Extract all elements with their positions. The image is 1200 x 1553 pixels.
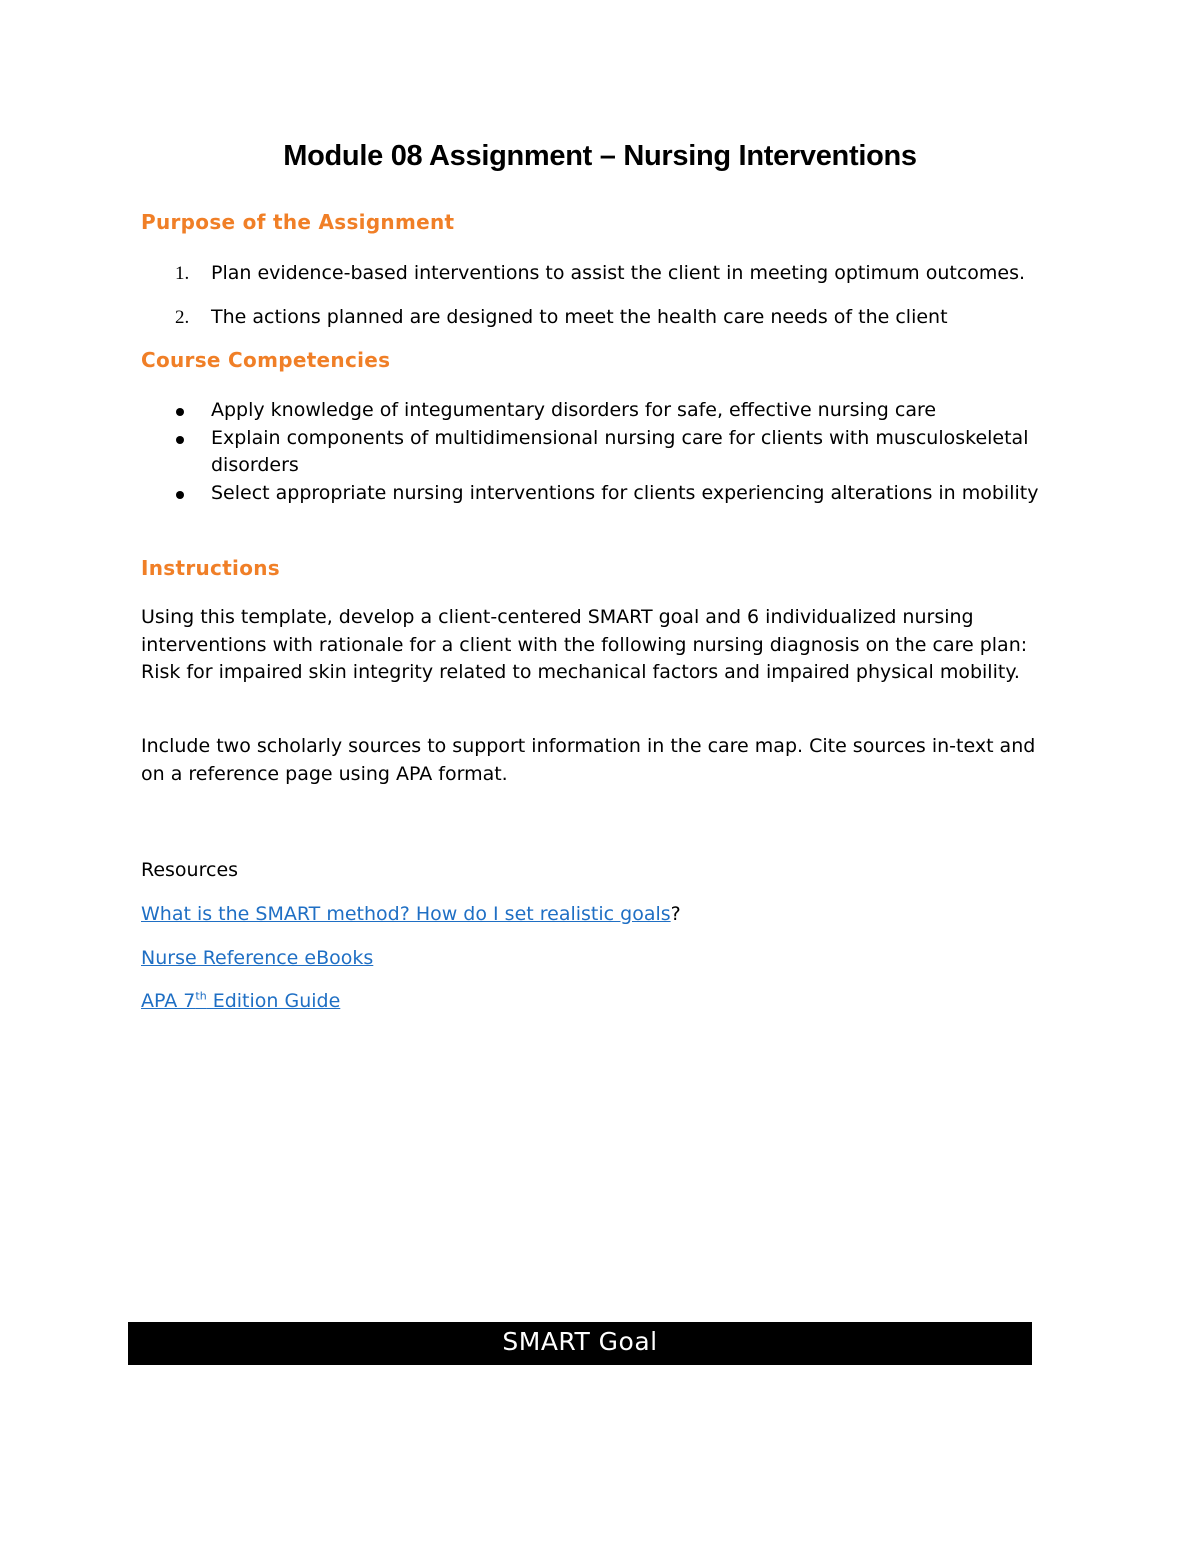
- resource-line: [141, 988, 340, 1016]
- nurse-reference-ebooks-link[interactable]: Nurse Reference eBooks: [141, 947, 374, 969]
- resource-line: [141, 901, 681, 929]
- purpose-heading: Purpose of the Assignment: [141, 210, 455, 234]
- list-item: [141, 480, 1071, 508]
- superscript: th: [195, 989, 207, 1003]
- list-item-text: Select appropriate nursing interventions for clients experiencing alterations in mobility: [211, 481, 1039, 504]
- bullet-icon: [176, 436, 184, 444]
- list-item-text: The actions planned are designed to meet the health care needs of the client: [211, 305, 948, 328]
- resource-line: [141, 945, 373, 973]
- list-item: [141, 304, 1071, 332]
- smart-goal-header: SMART Goal: [128, 1322, 1032, 1365]
- competencies-heading: Course Competencies: [141, 348, 391, 372]
- instructions-paragraph: Include two scholarly sources to support information in the care map. Cite sources in-text and on a reference page using APA format.: [141, 735, 1036, 785]
- smart-method-link[interactable]: What is the SMART method? How do I set realistic goals: [141, 903, 671, 925]
- list-item: [141, 260, 1071, 288]
- apa-guide-link[interactable]: [141, 990, 340, 1012]
- list-item: [141, 425, 1071, 480]
- list-item: [141, 397, 1071, 425]
- purpose-list: [141, 260, 1071, 347]
- resources-label: Resources: [141, 859, 239, 881]
- list-item-text: Explain components of multidimensional nursing care for clients with musculoskeletal disorders: [211, 426, 1029, 476]
- list-number: 2.: [175, 306, 190, 328]
- bullet-icon: [176, 491, 184, 499]
- page-title: Module 08 Assignment – Nursing Interventions: [283, 140, 917, 172]
- instructions-paragraph: Using this template, develop a client-centered SMART goal and 6 individualized nursing interventions with rationale for a client with the following nursing diagnosis on the care plan: Risk for impaired skin integrity related to mechanical factors and impaired physical mobility.: [141, 606, 1028, 683]
- list-item-text: Apply knowledge of integumentary disorders for safe, effective nursing care: [211, 399, 937, 421]
- list-number: 1.: [175, 263, 190, 284]
- link-suffix: ?: [670, 903, 681, 925]
- instructions-heading: Instructions: [141, 556, 281, 580]
- link-text: Edition Guide: [206, 990, 341, 1012]
- link-text: APA 7: [141, 990, 196, 1012]
- bullet-icon: [176, 408, 184, 416]
- competencies-list: [141, 397, 1071, 507]
- list-item-text: Plan evidence-based interventions to assist the client in meeting optimum outcomes.: [211, 262, 1026, 284]
